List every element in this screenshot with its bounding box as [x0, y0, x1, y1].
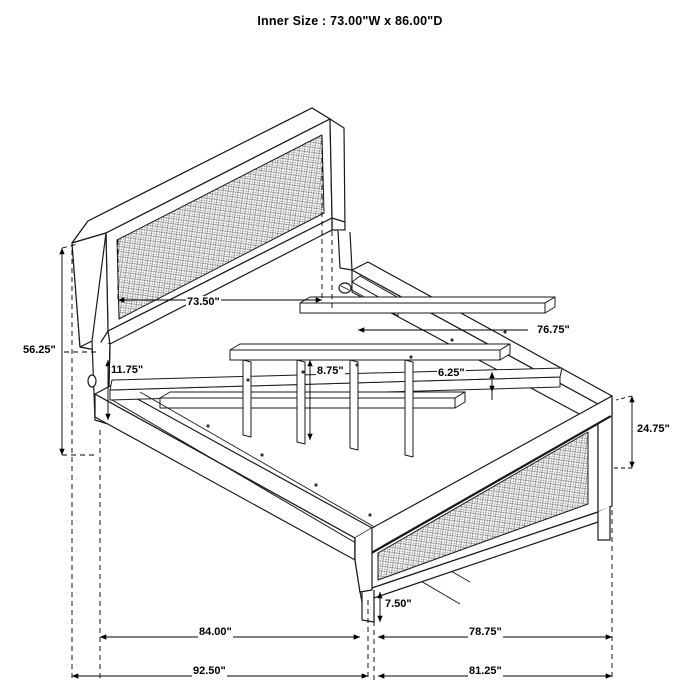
dim-total-right: 81.25": [469, 665, 502, 677]
dim-total-left: 92.50": [193, 665, 226, 677]
dim-right-span: 78.75": [469, 626, 502, 638]
dim-footboard-height: 24.75": [637, 423, 670, 435]
dim-left-span: 84.00": [199, 626, 232, 638]
dim-footboard-foot: 7.50": [385, 598, 412, 610]
dim-rail-to-floor: 11.75": [111, 364, 144, 376]
dim-side-rail-height: 6.25": [438, 367, 465, 379]
dim-inner-depth: 76.75": [537, 324, 570, 336]
dim-headboard-height: 56.25": [23, 344, 56, 356]
page-title: Inner Size : 73.00"W x 86.00"D: [257, 14, 443, 28]
dim-slat-height: 8.75": [317, 365, 344, 377]
dim-headboard-width: 73.50": [187, 296, 220, 308]
